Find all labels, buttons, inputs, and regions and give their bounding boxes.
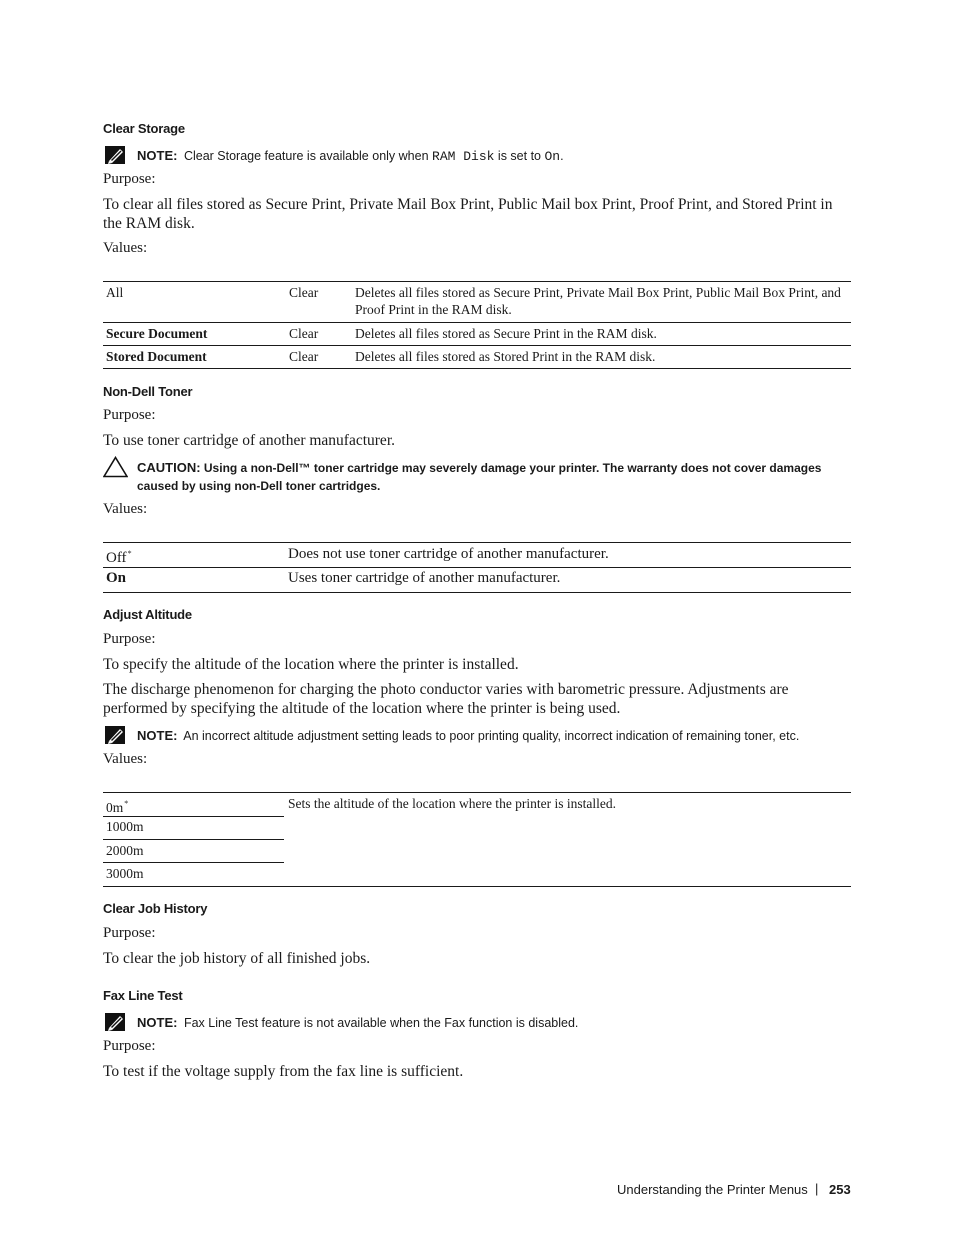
- note-label: NOTE:: [137, 1015, 178, 1030]
- purpose-text: To specify the altitude of the location where the printer is installed.: [103, 656, 519, 673]
- table-cell-description: Does not use toner cartridge of another manufacturer.: [288, 546, 609, 562]
- table-cell-description: Deletes all files stored as Stored Print in the RAM disk.: [355, 349, 656, 364]
- warning-triangle-icon: [103, 456, 128, 478]
- table-cell-name: All: [106, 285, 124, 300]
- footer-separator: |: [815, 1181, 819, 1196]
- table-cell-action: Clear: [289, 349, 319, 364]
- table-rule: [103, 368, 851, 369]
- detail-text: The discharge phenomenon for charging the photo conductor varies with barometric pressure. Adjustments are performed by specifying the altitude of the location where the printer is being used.: [103, 681, 789, 717]
- values-label: Values:: [103, 501, 148, 517]
- purpose-text: To clear all files stored as Secure Print, Private Mail Box Print, Public Mail box Print, Proof Print, and Stored Print in the RAM disk.: [103, 196, 833, 232]
- caution-label: CAUTION:: [137, 460, 201, 475]
- table-cell-description: Deletes all files stored as Secure Print in the RAM disk.: [355, 326, 657, 341]
- page-number: 253: [829, 1182, 851, 1197]
- table-rule: [103, 281, 851, 282]
- table-cell-name: Off*: [106, 549, 132, 566]
- section-heading-clear-storage: Clear Storage: [103, 121, 185, 136]
- table-cell-description: Deletes all files stored as Secure Print, Private Mail Box Print, Public Mail Box Print, and Proof Print in the RAM disk.: [355, 285, 841, 317]
- default-mark: *: [127, 549, 132, 558]
- table-cell-description: Uses toner cartridge of another manufacturer.: [288, 570, 561, 586]
- note-code-on: On: [544, 149, 561, 164]
- note-code-ram-disk: RAM Disk: [432, 149, 495, 164]
- purpose-label: Purpose:: [103, 171, 156, 187]
- table-rule: [103, 886, 851, 887]
- table-rule: [103, 792, 851, 793]
- note-fax-line-test: [137, 1015, 578, 1030]
- values-label: Values:: [103, 240, 148, 256]
- note-adjust-altitude: [137, 728, 799, 743]
- table-rule: [103, 839, 284, 840]
- purpose-text: To clear the job history of all finished jobs.: [103, 950, 371, 967]
- table-cell-name: 2000m: [106, 843, 144, 858]
- caution-non-dell-toner: [137, 459, 837, 495]
- table-cell-action: Clear: [289, 285, 319, 300]
- table-cell-name: 1000m: [106, 819, 144, 834]
- table-cell-description: Sets the altitude of the location where the printer is installed.: [288, 796, 617, 811]
- purpose-text: To use toner cartridge of another manufacturer.: [103, 432, 395, 449]
- default-mark: *: [124, 799, 129, 808]
- caution-text: Using a non-Dell™ toner cartridge may severely damage your printer. The warranty does not cover damages caused by using non-Dell toner cartridges.: [137, 461, 822, 493]
- note-label: NOTE:: [137, 728, 178, 743]
- purpose-label: Purpose:: [103, 631, 156, 647]
- section-heading-adjust-altitude: Adjust Altitude: [103, 607, 192, 622]
- section-heading-non-dell-toner: Non-Dell Toner: [103, 384, 193, 399]
- table-rule: [103, 345, 851, 346]
- note-text-mid: is set to: [497, 149, 541, 163]
- table-rule: [103, 322, 851, 323]
- purpose-label: Purpose:: [103, 1038, 156, 1054]
- note-end: .: [560, 149, 564, 163]
- table-rule: [103, 816, 284, 817]
- table-rule: [103, 542, 851, 543]
- table-rule: [103, 567, 851, 568]
- purpose-label: Purpose:: [103, 925, 156, 941]
- table-cell-name: Stored Document: [106, 349, 207, 364]
- note-clear-storage: [137, 148, 564, 164]
- section-heading-clear-job-history: Clear Job History: [103, 901, 208, 916]
- table-cell-name: 3000m: [106, 866, 144, 881]
- table-rule: [103, 862, 284, 863]
- note-text: Clear Storage feature is available only when: [183, 149, 429, 163]
- section-heading-fax-line-test: Fax Line Test: [103, 988, 183, 1003]
- note-text: An incorrect altitude adjustment setting leads to poor printing quality, incorrect indication of remaining toner, etc.: [183, 729, 800, 743]
- pencil-note-icon: [105, 726, 126, 745]
- purpose-text: To test if the voltage supply from the fax line is sufficient.: [103, 1063, 464, 1080]
- note-label: NOTE:: [137, 148, 178, 163]
- values-label: Values:: [103, 751, 148, 767]
- table-cell-name: On: [106, 570, 127, 586]
- table-rule: [103, 592, 851, 593]
- table-cell-name: 0m*: [106, 799, 129, 815]
- table-cell-action: Clear: [289, 326, 319, 341]
- purpose-label: Purpose:: [103, 407, 156, 423]
- footer-section-title: Understanding the Printer Menus: [617, 1182, 808, 1197]
- pencil-note-icon: [105, 1013, 126, 1032]
- note-text: Fax Line Test feature is not available when the Fax function is disabled.: [183, 1016, 579, 1030]
- table-cell-name: Secure Document: [106, 326, 208, 341]
- pencil-note-icon: [105, 146, 126, 165]
